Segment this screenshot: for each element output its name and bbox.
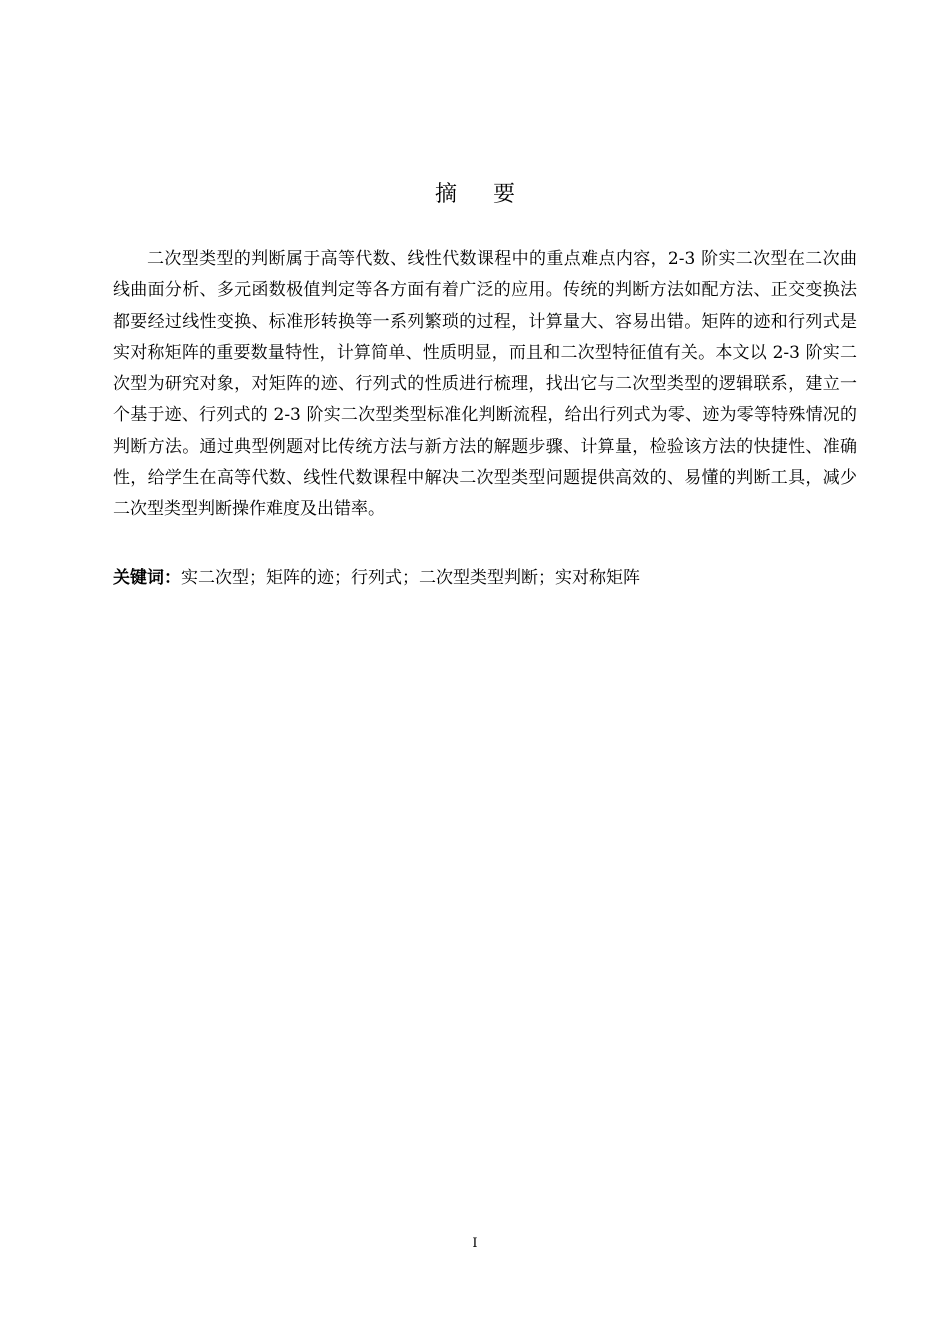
keywords-text: 实二次型；矩阵的迹；行列式；二次型类型判断；实对称矩阵 <box>181 568 640 588</box>
keywords-label: 关键词： <box>113 568 181 588</box>
abstract-title: 摘要 <box>434 182 551 207</box>
keywords-line <box>113 563 857 594</box>
abstract-body: 二次型类型的判断属于高等代数、线性代数课程中的重点难点内容，2-3 阶实二次型在二次曲线曲面分析、多元函数极值判定等各方面有着广泛的应用。传统的判断方法如配方法、正交变换法都要经过线性变换、标准形转换等一系列繁琐的过程，计算量大、容易出错。矩阵的迹和行列式是实对称矩阵的重要数量特性，计算简单、性质明显，而且和二次型特征值有关。本文以 2-3 阶实二次型为研究对象，对矩阵的迹、行列式的性质进行梳理，找出它与二次型类型的逻辑联系，建立一个基于迹、行列式的 2-3 阶实二次型类型标准化判断流程，给出行列式为零、迹为零等特殊情况的判断方法。通过典型例题对比传统方法与新方法的解题步骤、计算量，检验该方法的快捷性、准确性，给学生在高等代数、线性代数课程中解决二次型类型问题提供高效的、易懂的判断工具，减少二次型类型判断操作难度及出错率。 <box>113 249 857 520</box>
page-number: I <box>472 1236 478 1251</box>
